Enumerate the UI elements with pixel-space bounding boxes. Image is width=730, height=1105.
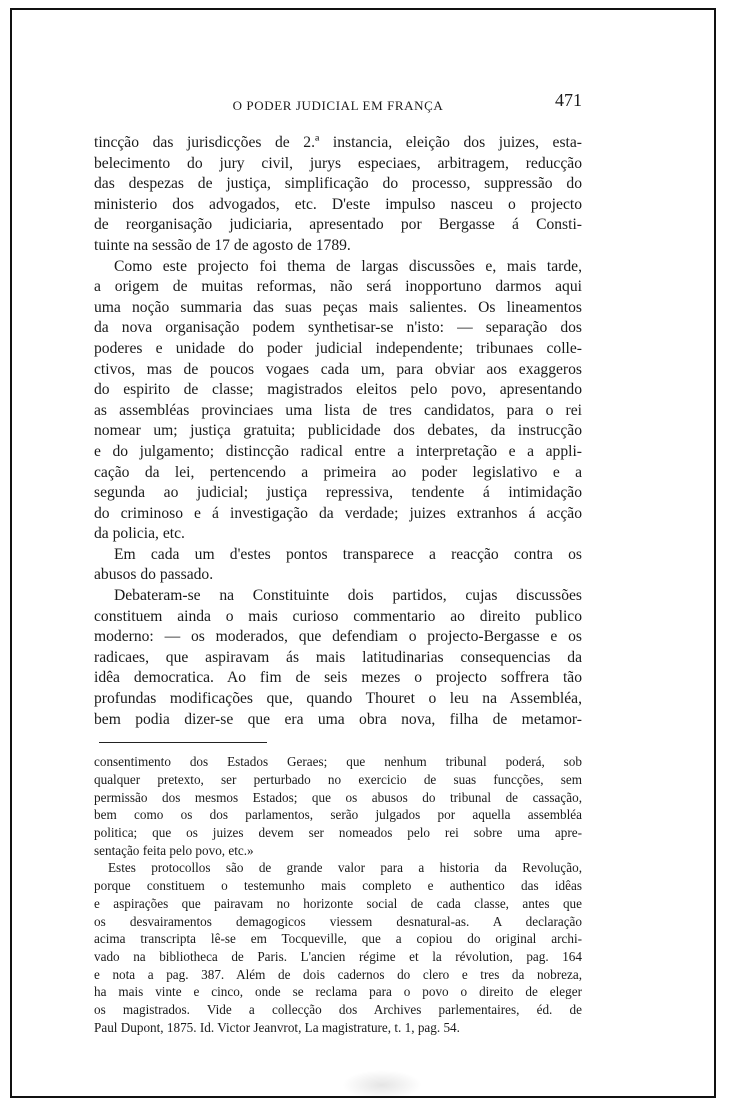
text-line: cação da lei, pertencendo a primeira ao poder legislativo e a: [94, 463, 582, 481]
text-line: de reorganisação judiciaria, apresentado por Bergasse á Consti-: [94, 216, 582, 234]
footnotes: [94, 753, 582, 1036]
text-line: ctivos, mas de poucos vogaes cada um, para obviar aos exaggeros: [94, 360, 582, 378]
text-line: uma noção summaria das suas peças mais salientes. Os lineamentos: [94, 298, 582, 316]
footnote-paragraph: [94, 859, 582, 1036]
text-line: tincção das jurisdicções de 2.ª instancia, eleição dos juizes, esta-: [94, 134, 582, 151]
footnote-divider: [99, 742, 267, 743]
text-line: da nova organisação podem synthetisar-se n'isto: — separação dos: [94, 319, 582, 337]
footnote-line: e aspirações que pairavam no horizonte social de cada classe, antes que: [94, 895, 582, 911]
footnote-line: os magistrados. Vide a collecção dos Archives parlementaires, éd. de: [94, 1002, 582, 1018]
text-line: a origem de muitas reformas, não será inopportuno darmos aqui: [94, 278, 582, 296]
footnote-line: porque constituem o testemunho mais completo e authentico das idêas: [94, 878, 582, 894]
text-line: nomear um; justiça gratuita; publicidade dos debates, da instrucção: [94, 422, 582, 440]
text-line: Em cada um d'estes pontos transparece a reacção contra os: [114, 545, 582, 563]
paper-smudge: [342, 1070, 422, 1100]
text-line: da policia, etc.: [94, 525, 185, 543]
running-title: O PODER JUDICIAL EM FRANÇA: [232, 98, 444, 113]
text-line: poderes e unidade do poder judicial independente; tribunaes colle-: [94, 339, 582, 357]
book-page: [10, 8, 716, 1098]
footnote-line: politica; que os juizes devem ser nomeados pelo rei sobre uma apre-: [94, 825, 582, 841]
text-line: idêa democratica. Ao fim de seis mezes o projecto soffrera tão: [94, 669, 582, 687]
running-header: [94, 90, 582, 120]
text-line: radicaes, que aspiravam ás mais latitudinarias consequencias da: [94, 648, 582, 666]
footnote-line: sentação feita pelo povo, etc.»: [94, 842, 254, 858]
text-line: ministerio dos advogados, etc. D'este impulso nasceu o projecto: [94, 195, 582, 213]
text-line: moderno: — os moderados, que defendiam o projecto-Bergasse e os: [94, 628, 582, 646]
footnote-line: Estes protocollos são de grande valor para a historia da Revolução,: [108, 860, 582, 876]
text-line: abusos do passado.: [94, 566, 214, 584]
footnote-line: permissão dos mesmos Estados; que os abusos do tribunal de cassação,: [94, 789, 582, 805]
body-paragraph: [94, 133, 582, 257]
footnote-line: qualquer pretexto, ser perturbado no exercicio de suas funcções, sem: [94, 771, 582, 787]
footnote-line: Paul Dupont, 1875. Id. Victor Jeanvrot, La magistrature, t. 1, pag. 54.: [94, 1019, 460, 1035]
footnote-line: os desvairamentos demagogicos viessem desnatural-as. A declaração: [94, 913, 582, 929]
footnote-paragraph: [94, 753, 582, 859]
text-line: do criminoso e á investigação da verdade; juizes extranhos á acção: [94, 504, 582, 522]
body-paragraph: [94, 586, 582, 730]
footnote-line: consentimento dos Estados Geraes; que nenhum tribunal poderá, sob: [94, 754, 582, 770]
text-line: profundas modificações que, quando Thouret o leu na Assembléa,: [94, 690, 582, 708]
page-body: [94, 133, 582, 1036]
footnote-line: acima transcripta lê-se em Tocqueville, que a copiou do original archi-: [94, 931, 582, 947]
text-line: belecimento do jury civil, jurys especiaes, arbitragem, reducção: [94, 154, 582, 172]
footnote-line: vado na bibliotheca de Paris. L'ancien régime et la révolution, pag. 164: [94, 948, 582, 964]
footnote-line: bem como os dos parlamentos, serão julgados por aquella assembléa: [94, 807, 582, 823]
footnote-line: ha mais vinte e cinco, onde se reclama para o povo o direito de eleger: [94, 984, 582, 1000]
text-line: Como este projecto foi thema de largas discussões e, mais tarde,: [114, 257, 582, 275]
text-line: do espirito de classe; magistrados eleitos pelo povo, apresentando: [94, 381, 582, 399]
text-line: tuinte na sessão de 17 de agosto de 1789.: [94, 236, 351, 254]
text-line: segunda ao judicial; justiça repressiva, tendente á intimidação: [94, 484, 582, 502]
text-line: Debateram-se na Constituinte dois partidos, cujas discussões: [114, 587, 582, 605]
text-line: as assembléas provinciaes uma lista de tres candidatos, para o rei: [94, 401, 582, 419]
body-paragraph: [94, 545, 582, 586]
text-line: das despezas de justiça, simplificação do processo, suppressão do: [94, 175, 582, 193]
page-number: 471: [555, 90, 582, 110]
text-line: e do julgamento; distincção radical entre a interpretação e a appli-: [94, 442, 582, 460]
body-paragraph: [94, 257, 582, 545]
text-line: constituem ainda o mais curioso commentario ao direito publico: [94, 607, 582, 625]
text-line: bem podia dizer-se que era uma obra nova, filha de metamor-: [94, 710, 582, 728]
footnote-line: e nota a pag. 387. Além de dois cadernos do clero e tres da nobreza,: [94, 966, 582, 982]
